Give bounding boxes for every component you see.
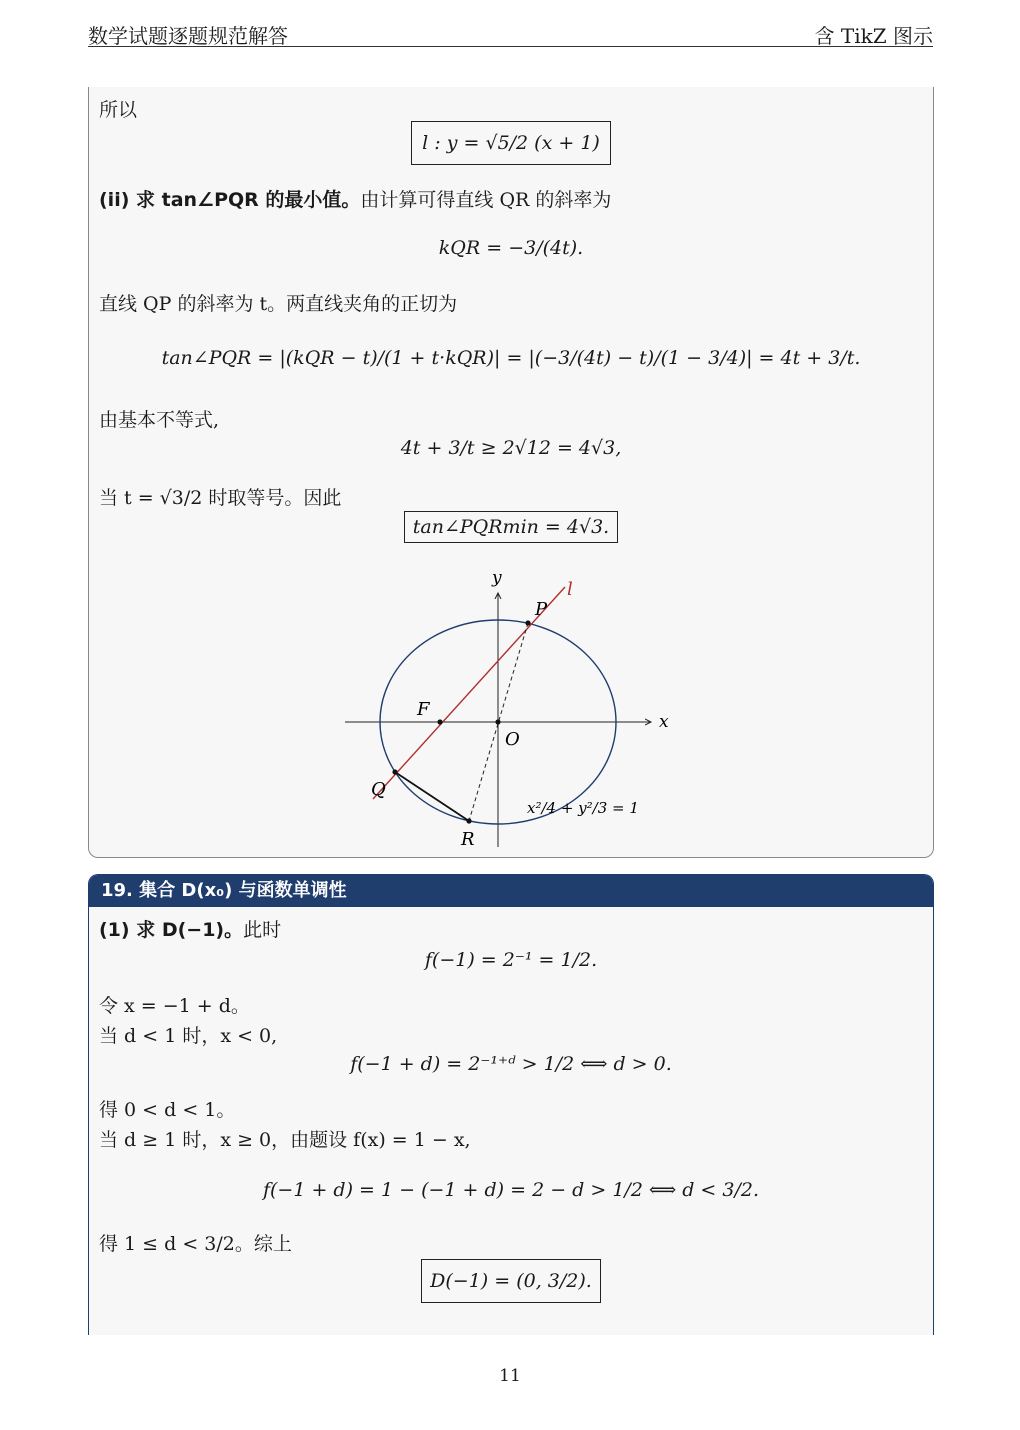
eq-final-wrap xyxy=(89,1259,933,1303)
label-x: x xyxy=(659,712,669,732)
eq-line: l : y = √5/2 (x + 1) xyxy=(411,121,611,165)
text-result2: 得 1 ≤ d < 3/2。综上 xyxy=(99,1233,292,1255)
segment-QR xyxy=(395,772,469,821)
eq-final: D(−1) = (0, 3/2). xyxy=(421,1259,601,1303)
text-equality: 当 t = √3/2 时取等号。因此 xyxy=(99,487,342,509)
eq-kqr: kQR = −3/(4t). xyxy=(438,237,584,259)
problem-19-title: 19. 集合 D(x₀) 与函数单调性 xyxy=(89,875,933,907)
ellipse-figure xyxy=(329,565,689,851)
text-result1: 得 0 < d < 1。 xyxy=(99,1099,236,1121)
label-y: y xyxy=(492,568,502,588)
eq-inequality: 4t + 3/t ≥ 2√12 = 4√3, xyxy=(400,437,622,459)
label-F: F xyxy=(417,699,430,720)
text-suoyi: 所以 xyxy=(99,99,138,121)
problem-19-box xyxy=(88,874,934,1335)
point-Q xyxy=(392,769,397,774)
point-R xyxy=(466,818,471,823)
point-P xyxy=(525,620,530,625)
ellipse-equation: x²/4 + y²/3 = 1 xyxy=(527,799,639,817)
text-case1: 当 d < 1 时，x < 0, xyxy=(99,1025,278,1047)
text-let-x: 令 x = −1 + d。 xyxy=(99,995,250,1017)
point-F xyxy=(437,719,442,724)
text-qp-slope: 直线 QP 的斜率为 t。两直线夹角的正切为 xyxy=(99,293,458,315)
subq-ii xyxy=(99,185,611,212)
header-subtitle: 含 TikZ 图示 xyxy=(814,24,933,48)
eq-f-minus1: f(−1) = 2⁻¹ = 1/2. xyxy=(424,949,598,971)
text-case2: 当 d ≥ 1 时，x ≥ 0，由题设 f(x) = 1 − x, xyxy=(99,1129,471,1151)
subq-1-text: 此时 xyxy=(243,919,282,941)
eq-min-wrap xyxy=(89,511,933,543)
page-header xyxy=(88,14,933,47)
label-O: O xyxy=(505,729,520,750)
eq-min: tan∠PQRmin = 4√3. xyxy=(404,511,618,543)
header-title: 数学试题逐题规范解答 xyxy=(88,24,288,48)
text-inequality: 由基本不等式, xyxy=(99,409,220,431)
eq-case1: f(−1 + d) = 2⁻¹⁺ᵈ > 1/2 ⟺ d > 0. xyxy=(350,1053,672,1075)
label-P: P xyxy=(535,599,548,620)
subq-ii-label: (ii) 求 tan∠PQR 的最小值。 xyxy=(99,189,361,211)
eq-tan: tan∠PQR = |(kQR − t)/(1 + t·kQR)| = |(−3/(4t) − t)/(1 − 3/4)| = 4t + 3/t. xyxy=(161,347,861,369)
label-R: R xyxy=(461,829,475,850)
point-O xyxy=(495,719,500,724)
page-number: 11 xyxy=(499,1366,521,1386)
eq-case2: f(−1 + d) = 1 − (−1 + d) = 2 − d > 1/2 ⟺ d < 3/2. xyxy=(262,1179,760,1201)
label-Q: Q xyxy=(371,779,386,800)
subq-ii-text: 由计算可得直线 QR 的斜率为 xyxy=(360,189,612,211)
label-l: l xyxy=(567,579,573,600)
subq-1-label: (1) 求 D(−1)。 xyxy=(99,919,244,941)
subq-1 xyxy=(99,915,281,942)
eq-line-wrap xyxy=(89,121,933,165)
solution-box-18 xyxy=(88,87,934,858)
